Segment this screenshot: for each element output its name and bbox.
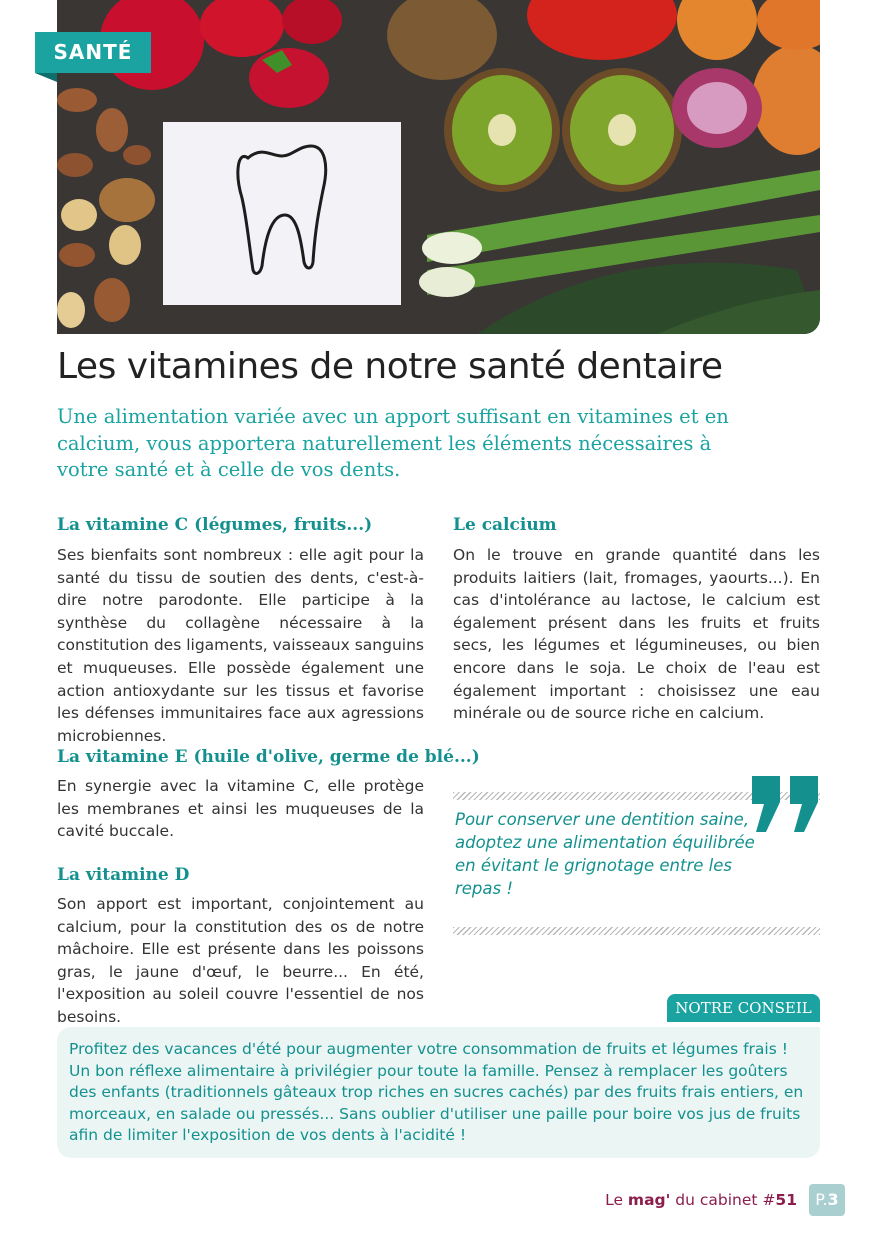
- footer-prefix: Le: [605, 1191, 628, 1209]
- tooth-card: [163, 122, 401, 305]
- footer-mag: mag': [627, 1191, 671, 1209]
- lead-paragraph: Une alimentation variée avec un apport suffisant en vitamines et en calcium, vous apportera naturellement les éléments nécessaires à votre santé et à celle de vos dents.: [57, 405, 729, 481]
- quote-bottom-band: [453, 927, 820, 935]
- page-number: 3: [827, 1190, 839, 1209]
- advice-text: Profitez des vacances d'été pour augmenter votre consommation de fruits et légumes frais ! Un bon réflexe alimentaire à privilégier pour toute la famille. Pensez à remplacer les goûters des enfants (traditionnels gâteaux trop riches en sucres cachés) par des fruits frais entiers, en morceaux, en salade ou pressés... Sans oublier d'utiliser une paille pour boire vos jus de fruits afin de limiter l'exposition de vos dents à l'acidité !: [69, 1040, 804, 1144]
- footer-middle: du cabinet #: [670, 1191, 776, 1209]
- page-prefix: P.: [815, 1190, 828, 1209]
- hero-photo: [57, 0, 820, 334]
- section-tag: SANTÉ: [35, 32, 151, 73]
- text-calcium: On le trouve en grande quantité dans les produits laitiers (lait, fromages, yaourts...). En cas d'intolérance au lactose, le calcium est également présent dans les fruits et fruits secs, les légumes et légumineuses, ou bien encore dans le soja. Le choix de l'eau est également important : choisissez une eau minérale ou de source riche en calcium.: [453, 546, 820, 723]
- footer-credit: [605, 1191, 797, 1209]
- text-vitamin-e: En synergie avec la vitamine C, elle protège les membranes et ainsi les muqueuses de la cavité buccale.: [57, 777, 424, 841]
- heading-vitamin-c: La vitamine C (légumes, fruits...): [57, 515, 373, 535]
- text-vitamin-d: Son apport est important, conjointement au calcium, pour la constitution des os de notre mâchoire. Elle est présente dans les poissons gras, le jaune d'œuf, le beurre... En été, l'exposition au soleil couvre l'essentiel de nos besoins.: [57, 895, 424, 1026]
- page-title: Les vitamines de notre santé dentaire: [57, 346, 723, 387]
- quote-text: Pour conserver une dentition saine, adoptez une alimentation équilibrée en évitant le grignotage entre les repas !: [455, 810, 755, 898]
- heading-calcium: Le calcium: [453, 515, 557, 535]
- text-vitamin-c: Ses bienfaits sont nombreux : elle agit pour la santé du tissu de soutien des dents, c'est-à-dire notre parodonte. Elle participe à la synthèse du collagène nécessaire à la constitution des ligaments, vaisseaux sanguins et muqueuses. Elle possède également une action antioxydante sur les tissus et favorise les défenses immunitaires face aux agressions microbiennes.: [57, 546, 424, 745]
- heading-vitamin-e: La vitamine E (huile d'olive, germe de blé...): [57, 747, 480, 767]
- advice-tab: NOTRE CONSEIL: [667, 994, 820, 1022]
- page-number-badge: [809, 1184, 845, 1216]
- closing-quote-icon: [752, 776, 820, 837]
- footer-issue: 51: [775, 1191, 797, 1209]
- section-tag-fold: [35, 73, 57, 82]
- heading-vitamin-d: La vitamine D: [57, 865, 190, 885]
